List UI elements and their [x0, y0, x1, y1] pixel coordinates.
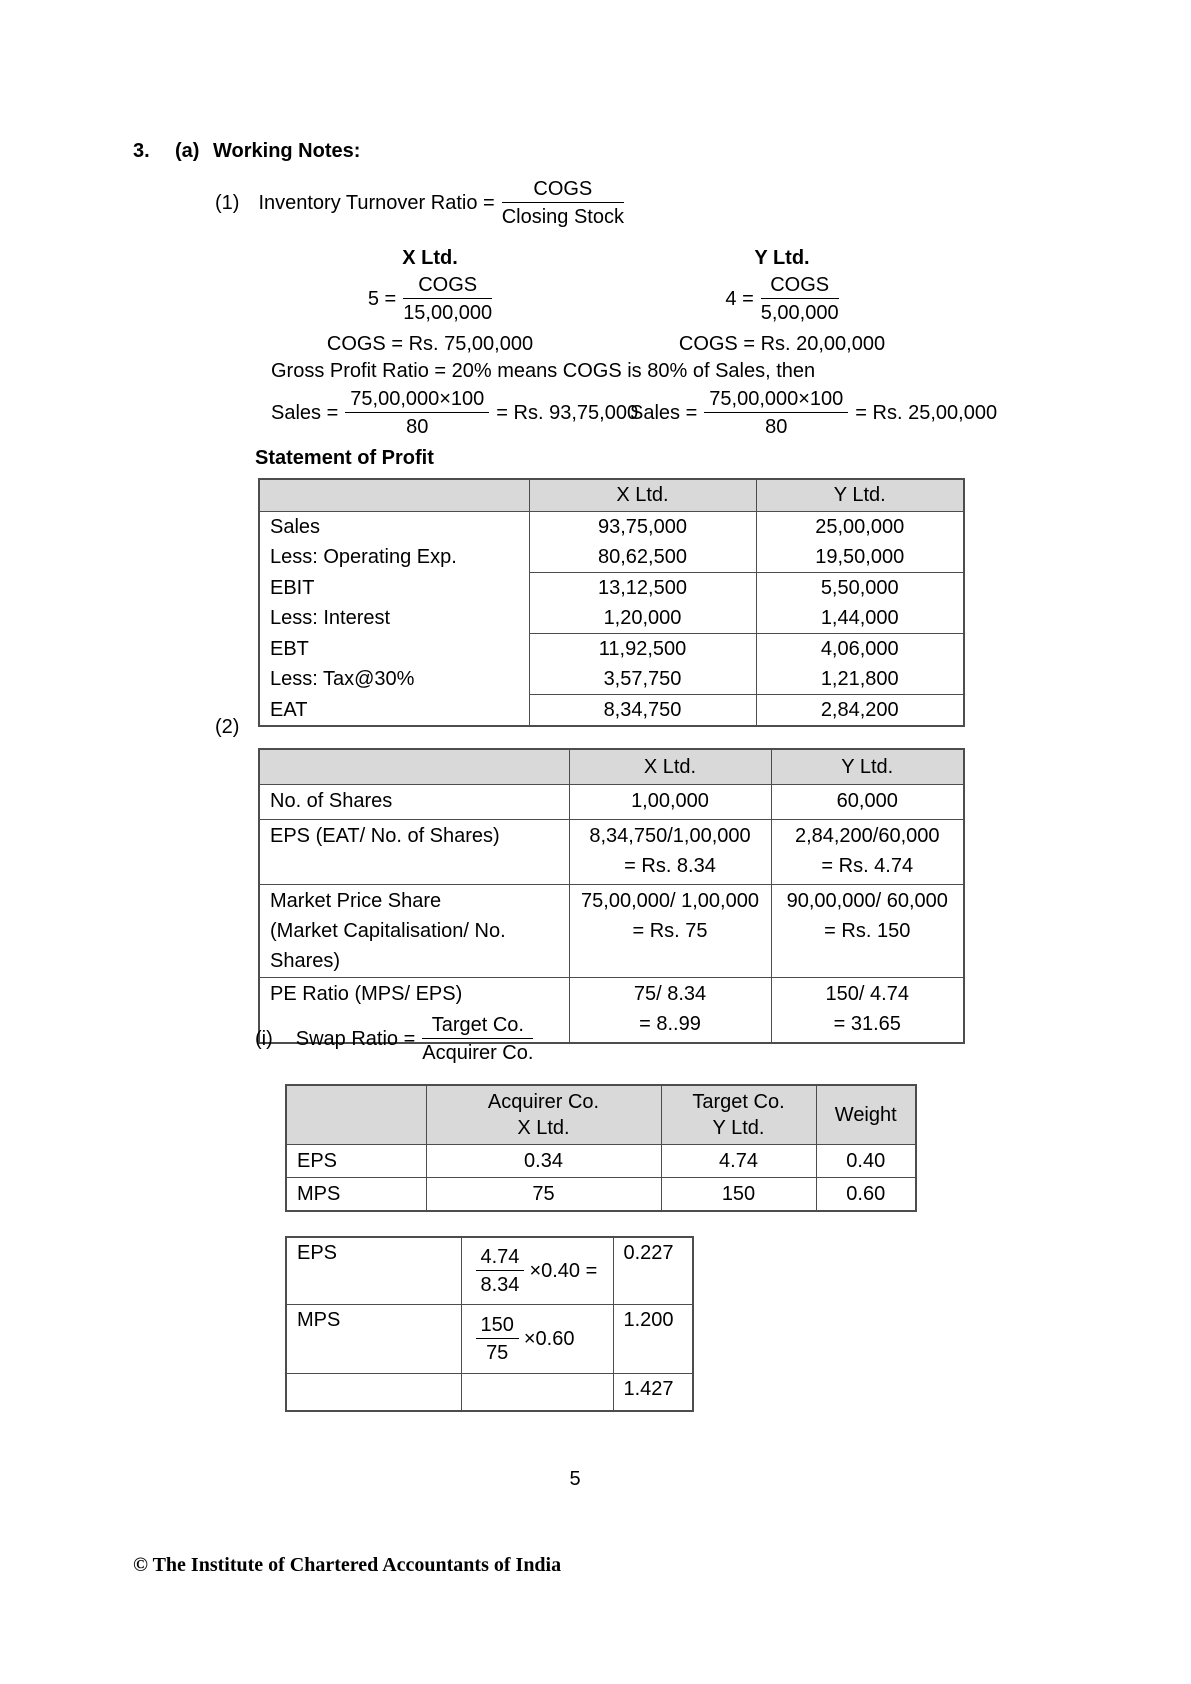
x-value: 11,92,500: [529, 634, 756, 665]
label-line: EPS (EAT/ No. of Shares): [270, 825, 500, 847]
table-header-row: [259, 749, 964, 785]
y-value: 5,50,000: [820, 577, 899, 599]
acquirer-value: 0.34: [426, 1145, 661, 1178]
heading-sub: (a): [175, 140, 200, 162]
multiplier-text: ×0.60: [523, 1327, 575, 1350]
equation: [476, 1313, 612, 1365]
table-row: [286, 1178, 916, 1212]
ratio-table: [258, 748, 965, 1044]
label-line: (Market Capitalisation/ No. Shares): [270, 920, 506, 972]
value-line: 2,84,200/60,000: [794, 825, 940, 847]
note-2-label: (2): [215, 716, 240, 738]
y-ltd-sales-equation: [630, 384, 997, 442]
x-ltd-equation: [270, 270, 590, 328]
header-line: Acquirer Co.: [487, 1091, 600, 1113]
y-value: 4,06,000: [820, 638, 899, 660]
x-ltd-cogs-result: COGS = Rs. 75,00,000: [326, 333, 534, 355]
table-row: [286, 1237, 693, 1305]
fraction-denominator: 80: [765, 416, 788, 438]
header-cell: [286, 1085, 426, 1145]
header-cell: X Ltd.: [529, 479, 756, 512]
row-label: [259, 885, 569, 978]
value-line: = 8..99: [639, 1013, 701, 1035]
fraction: [476, 1245, 525, 1297]
weight-value: 0.40: [816, 1145, 916, 1178]
fraction-numerator: 75,00,000×100: [704, 387, 848, 413]
fraction-denominator: 5,00,000: [760, 302, 839, 324]
fraction: [345, 387, 489, 439]
header-cell: [259, 749, 569, 785]
row-label: Less: Tax@30%: [259, 664, 529, 695]
calc-formula: [461, 1237, 613, 1305]
statement-of-profit-title: Statement of Profit: [255, 447, 434, 469]
swap-calc-table: [285, 1236, 694, 1412]
fraction-denominator: 80: [406, 416, 429, 438]
value-line: = Rs. 75: [632, 920, 708, 942]
y-value: 1,21,800: [756, 664, 964, 695]
table-row: [259, 785, 964, 820]
fraction-numerator: COGS: [403, 273, 492, 299]
table-row: [259, 573, 964, 604]
label-line: Market Price Share: [270, 890, 442, 912]
x-value: 93,75,000: [529, 512, 756, 543]
fraction: [704, 387, 848, 439]
value-line: = Rs. 8.34: [624, 855, 716, 877]
x-ltd-workings: [270, 246, 590, 356]
fraction: [476, 1313, 519, 1365]
x-value: 3,57,750: [529, 664, 756, 695]
y-value: [771, 978, 964, 1044]
fraction-denominator: Closing Stock: [501, 206, 624, 228]
y-value: 25,00,000: [815, 516, 905, 538]
page-title: Working Notes:: [213, 140, 361, 162]
y-ltd-heading: Y Ltd.: [754, 247, 810, 269]
row-label: No. of Shares: [259, 785, 569, 820]
y-value: 19,50,000: [756, 542, 964, 573]
row-label: EPS: [286, 1237, 461, 1305]
row-label: MPS: [286, 1178, 426, 1212]
label-line: PE Ratio (MPS/ EPS): [270, 983, 463, 1005]
header-cell: Y Ltd.: [771, 749, 964, 785]
fraction: [403, 273, 492, 325]
value-line: 8,34,750/1,00,000: [589, 825, 751, 847]
target-value: 4.74: [661, 1145, 816, 1178]
total-value: 1.427: [613, 1374, 693, 1412]
page-number: 5: [569, 1468, 581, 1490]
fraction-denominator: 15,00,000: [403, 302, 493, 324]
x-value: [569, 820, 771, 885]
header-cell: Weight: [816, 1085, 916, 1145]
value-line: = 31.65: [833, 1013, 901, 1035]
row-label: [286, 1374, 461, 1412]
header-line: X Ltd.: [517, 1117, 570, 1139]
y-value: 1,44,000: [756, 603, 964, 634]
y-value: 60,000: [771, 785, 964, 820]
fraction: [761, 273, 839, 325]
y-ltd-cogs-result: COGS = Rs. 20,00,000: [678, 333, 886, 355]
fraction-denominator: 75: [486, 1342, 509, 1364]
row-label: EBT: [259, 634, 529, 665]
row-label: [259, 820, 569, 885]
acquirer-value: 75: [426, 1178, 661, 1212]
y-ltd-workings: [622, 246, 942, 356]
value-line: 75,00,000/ 1,00,000: [581, 890, 759, 912]
item-i-label: (i): [255, 1027, 273, 1050]
x-ltd-sales-equation: [271, 384, 638, 442]
swap-weight-table: [285, 1084, 917, 1212]
value-line: = Rs. 150: [824, 920, 911, 942]
table-row: [259, 542, 964, 573]
profit-table: [258, 478, 965, 727]
x-ltd-heading: X Ltd.: [402, 247, 458, 269]
y-value: [771, 885, 964, 978]
row-label: Less: Interest: [259, 603, 529, 634]
table-row: [259, 512, 964, 543]
header-cell: X Ltd.: [569, 749, 771, 785]
table-row: [286, 1374, 693, 1412]
row-label: EBIT: [259, 573, 529, 604]
equation-result: = Rs. 93,75,000: [496, 401, 639, 424]
header-cell: [259, 479, 529, 512]
fraction-denominator: Acquirer Co.: [422, 1042, 534, 1064]
row-label: Less: Operating Exp.: [259, 542, 529, 573]
y-ltd-equation: [622, 270, 942, 328]
table-row: [259, 634, 964, 665]
weight-value: 0.60: [816, 1178, 916, 1212]
header-cell: [426, 1085, 661, 1145]
fraction-numerator: COGS: [502, 177, 624, 203]
table-row: [286, 1145, 916, 1178]
row-label: EAT: [259, 695, 529, 727]
fraction-numerator: Target Co.: [422, 1013, 533, 1039]
equation-lhs: 5 =: [367, 287, 397, 310]
row-label: Sales: [259, 512, 529, 543]
equation-lhs: Sales =: [630, 401, 698, 424]
multiplier-text: ×0.40 =: [529, 1259, 598, 1282]
table-header-row: [259, 479, 964, 512]
equation-lhs: Sales =: [271, 401, 339, 424]
calc-formula: [461, 1305, 613, 1374]
fraction: [502, 177, 624, 229]
swap-ratio-formula: [255, 1010, 533, 1068]
fraction-numerator: COGS: [761, 273, 839, 299]
table-row: [259, 885, 964, 978]
fraction-numerator: 4.74: [476, 1245, 525, 1271]
x-value: 13,12,500: [529, 573, 756, 604]
result-value: 1.200: [613, 1305, 693, 1374]
calc-formula: [461, 1374, 613, 1412]
x-value: 1,00,000: [569, 785, 771, 820]
x-value: [569, 978, 771, 1044]
equation-lhs: 4 =: [725, 287, 754, 310]
table-row: [259, 820, 964, 885]
table-row: [286, 1305, 693, 1374]
value-line: = Rs. 4.74: [821, 855, 914, 877]
formula-text: Swap Ratio =: [295, 1027, 416, 1050]
row-label: MPS: [286, 1305, 461, 1374]
table-row: [259, 664, 964, 695]
x-value: [569, 885, 771, 978]
table-row: [259, 695, 964, 727]
note-1-label: (1): [215, 191, 240, 214]
fraction-numerator: 75,00,000×100: [345, 387, 489, 413]
equation-result: = Rs. 25,00,000: [855, 401, 998, 424]
result-value: 0.227: [613, 1237, 693, 1305]
header-line: Target Co.: [692, 1091, 785, 1113]
x-value: 80,62,500: [529, 542, 756, 573]
x-value: 8,34,750: [529, 695, 756, 727]
copyright-footer: © The Institute of Chartered Accountants of India: [133, 1554, 562, 1576]
value-line: 90,00,000/ 60,000: [786, 890, 948, 912]
equation: [476, 1245, 612, 1297]
header-line: Y Ltd.: [712, 1117, 765, 1139]
fraction: [422, 1013, 533, 1065]
heading-number: 3.: [133, 140, 150, 162]
gross-profit-note: Gross Profit Ratio = 20% means COGS is 80% of Sales, then: [271, 360, 816, 382]
row-label: EPS: [286, 1145, 426, 1178]
table-header-row: [286, 1085, 916, 1145]
formula-text: Inventory Turnover Ratio =: [258, 191, 495, 214]
header-cell: Y Ltd.: [756, 479, 964, 512]
target-value: 150: [661, 1178, 816, 1212]
fraction-numerator: 150: [476, 1313, 519, 1339]
inventory-turnover-formula: [215, 174, 624, 232]
header-cell: [661, 1085, 816, 1145]
value-line: 75/ 8.34: [633, 983, 707, 1005]
y-value: [771, 820, 964, 885]
value-line: 150/ 4.74: [825, 983, 909, 1005]
x-value: 1,20,000: [529, 603, 756, 634]
y-value: 2,84,200: [820, 699, 899, 721]
fraction-denominator: 8.34: [480, 1274, 520, 1296]
table-row: [259, 603, 964, 634]
